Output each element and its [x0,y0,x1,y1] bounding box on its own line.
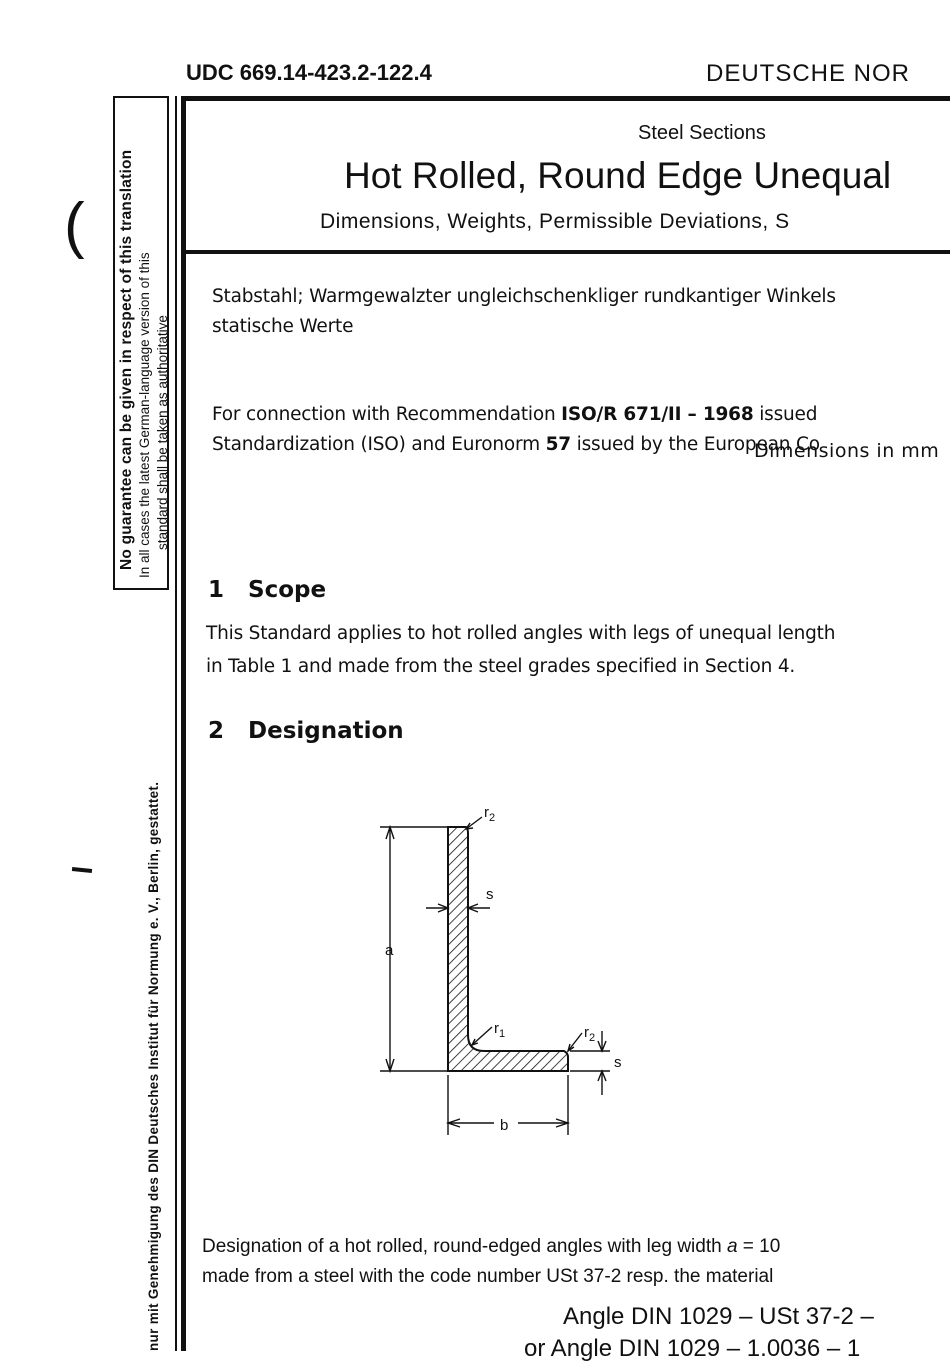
section-number: 2 [208,718,225,744]
german-title-line2: statische Werte [212,316,354,337]
frame-left-thin-rule [175,96,177,1351]
r2-right-base: r [584,1024,589,1041]
document-title: Hot Rolled, Round Edge Unequal [344,155,892,196]
translation-notice-line2: In all cases the latest German-language version of this [137,252,152,578]
connection-prefix: For connection with Recommendation [212,404,562,425]
r1-base: r [494,1020,499,1037]
iso-reference: ISO/R 671/II – 1968 [561,404,754,425]
dim-label-r1 [494,1020,505,1040]
translation-notice-line3: standard shall be taken as authoritative [155,315,170,550]
standard-category: Steel Sections [638,122,766,144]
euronorm-number: 57 [545,434,571,455]
section-2-heading [208,718,404,744]
designation-line1-prefix: Designation of a hot rolled, round-edged angles with leg width [202,1236,727,1257]
r2-right-subscript: 2 [589,1032,596,1044]
designation-variable: a [726,1236,738,1257]
connection-line2-suffix: issued by the European Co [570,434,820,455]
designation-line2: made from a steel with the code number USt 37-2 resp. the material [202,1266,774,1287]
designation-example-1: Angle DIN 1029 – USt 37-2 – [563,1303,874,1330]
section-1-heading [208,577,326,603]
angle-profile [448,827,568,1071]
udc-number: UDC 669.14-423.2-122.4 [186,60,432,85]
dim-label-r2-top [484,804,495,824]
dim-label-s-right: s [614,1054,622,1071]
copyright-notice: nur mit Genehmigung des DIN Deutsches Institut für Normung e. V., Berlin, gestattet. [146,781,161,1351]
angle-section-figure [370,795,640,1140]
designation-line1-suffix: = 10 [737,1236,781,1257]
document-subtitle: Dimensions, Weights, Permissible Deviations, S [320,210,790,233]
dim-label-s-top: s [486,886,494,903]
german-title-line1: Stabstahl; Warmgewalzter ungleichschenkliger rundkantiger Winkels [212,286,836,307]
frame-top-rule [183,96,950,101]
frame-left-thick-rule [181,96,186,1351]
section-number: 1 [208,577,225,603]
scope-line2: in Table 1 and made from the steel grades specified in Section 4. [206,656,796,677]
connection-line2-prefix: Standardization (ISO) and Euronorm [212,434,546,455]
connection-line2 [212,434,820,455]
designation-line1 [202,1236,780,1258]
translation-notice-heading: No guarantee can be given in respect of this translation [118,149,135,570]
dim-label-a: a [385,942,394,959]
dimensions-note: Dimensions in mm [754,440,940,462]
dim-label-b: b [500,1117,509,1134]
binding-mark: ( [64,191,85,260]
org-name: DEUTSCHE NOR [706,60,911,87]
r2-top-subscript: 2 [489,812,496,824]
section-title: Scope [248,577,327,603]
binding-dash [72,867,92,873]
scope-line1: This Standard applies to hot rolled angles with legs of unequal length [206,623,836,644]
section-title: Designation [248,718,404,744]
r1-subscript: 1 [499,1028,506,1040]
title-block-rule [186,250,950,254]
dim-label-r2-right [584,1024,595,1044]
connection-suffix: issued [753,404,818,425]
r2-top-base: r [484,804,489,821]
connection-line1 [212,404,817,425]
designation-example-2: or Angle DIN 1029 – 1.0036 – 1 [524,1335,861,1362]
